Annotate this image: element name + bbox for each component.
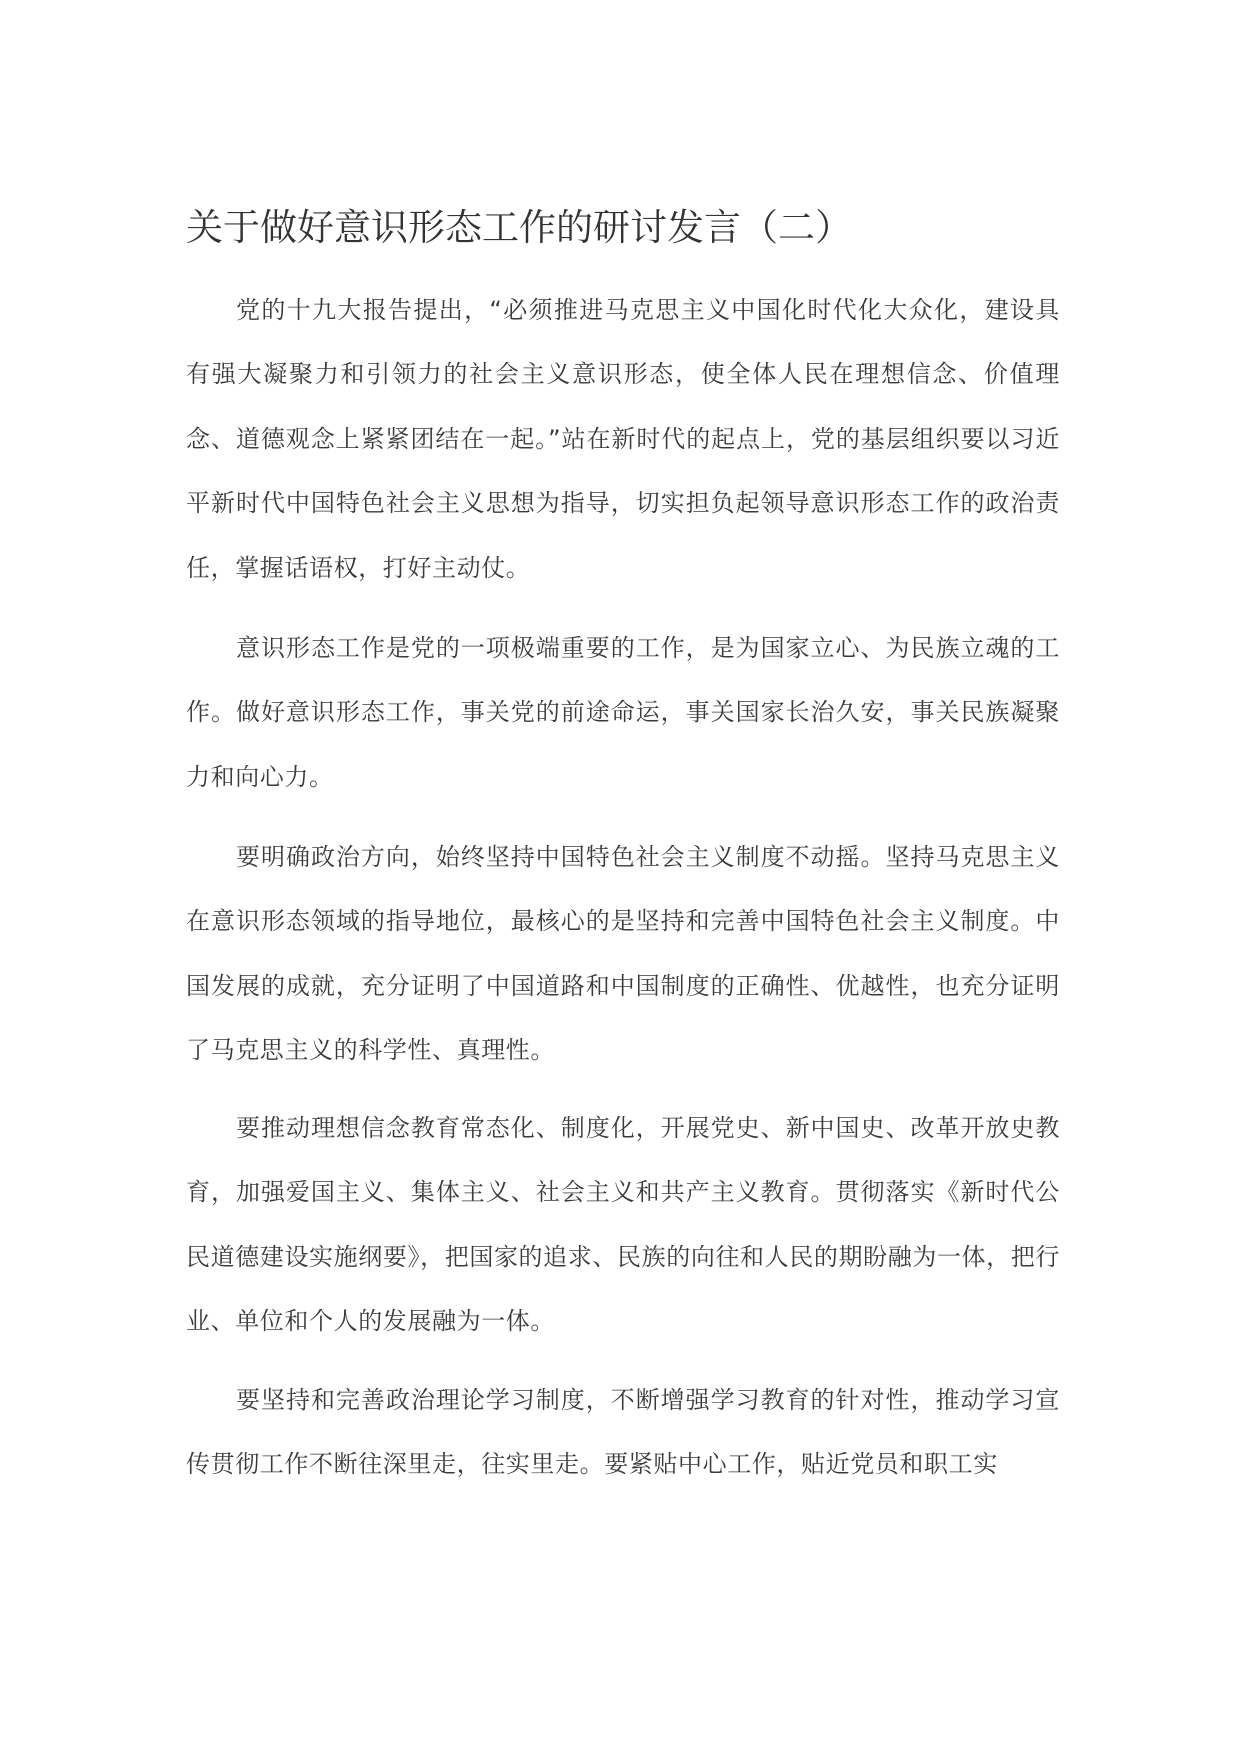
- paragraph-4: 要推动理想信念教育常态化、制度化，开展党史、新中国史、改革开放史教育，加强爱国主义、集体主义、社会主义和共产主义教育。贯彻落实《新时代公民道德建设实施纲要》，把国家的追求、民族的向往和人民的期盼融为一体，把行业、单位和个人的发展融为一体。: [186, 1114, 1060, 1336]
- paragraph-2: 意识形态工作是党的一项极端重要的工作，是为国家立心、为民族立魂的工作。做好意识形态工作，事关党的前途命运，事关国家长治久安，事关民族凝聚力和向心力。: [186, 634, 1060, 791]
- document-title: 关于做好意识形态工作的研讨发言（二）: [186, 206, 852, 249]
- paragraph-5: 要坚持和完善政治理论学习制度，不断增强学习教育的针对性，推动学习宣传贯彻工作不断往深里走，往实里走。要紧贴中心工作，贴近党员和职工实: [186, 1386, 1060, 1479]
- paragraph-1: 党的十九大报告提出，“必须推进马克思主义中国化时代化大众化，建设具有强大凝聚力和引领力的社会主义意识形态，使全体人民在理想信念、价值理念、道德观念上紧紧团结在一起。”站在新时代的起点上，党的基层组织要以习近平新时代中国特色社会主义思想为指导，切实担负起领导意识形态工作的政治责任，掌握话语权，打好主动仗。: [186, 296, 1060, 582]
- paragraph-3: 要明确政治方向，始终坚持中国特色社会主义制度不动摇。坚持马克思主义在意识形态领域的指导地位，最核心的是坚持和完善中国特色社会主义制度。中国发展的成就，充分证明了中国道路和中国制度的正确性、优越性，也充分证明了马克思主义的科学性、真理性。: [186, 843, 1060, 1065]
